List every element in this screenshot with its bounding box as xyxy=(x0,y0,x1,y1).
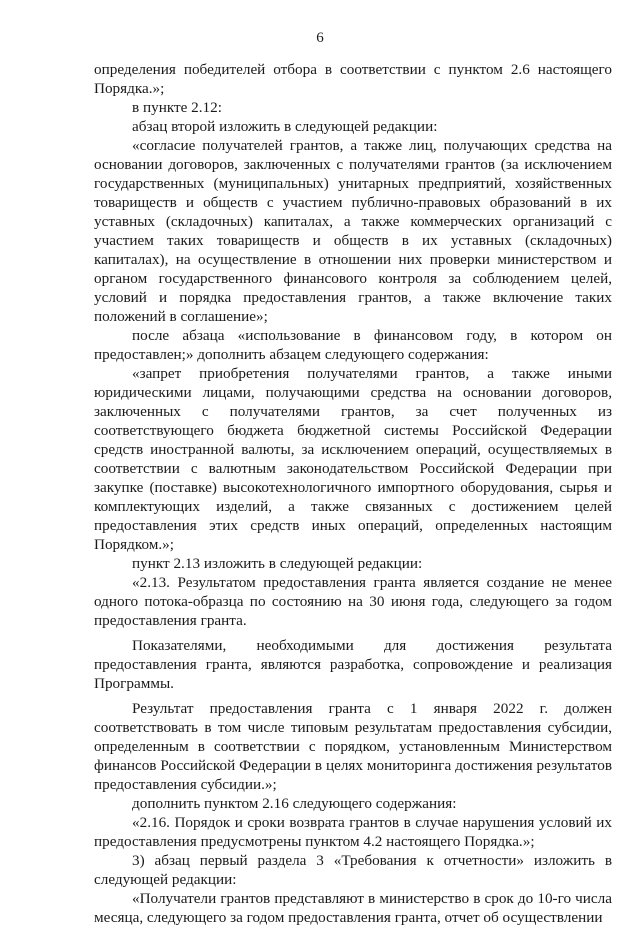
paragraph: определения победителей отбора в соответствии с пунктом 2.6 настоящего Порядка.»; xyxy=(94,61,612,97)
paragraph: Результат предоставления гранта с 1 января 2022 г. должен соответствовать в том числе типовым результатам предоставления субсидии, определенным в соответствии с порядком, установленным Министерством финансов Российской Федерации в целях мониторинга достижения результатов предоставления субсидии.»; xyxy=(94,700,612,793)
paragraph: пункт 2.13 изложить в следующей редакции: xyxy=(132,555,423,572)
paragraph: дополнить пунктом 2.16 следующего содержания: xyxy=(132,795,457,812)
paragraph: «согласие получателей грантов, а также лиц, получающих средства на основании договоров, заключенных с получателями грантов (за исключением государственных (муниципальных) унитарных предприятий, хозяйственных товариществ и обществ с участием публично-правовых образований в их уставных (складочных) капиталах, а также коммерческих организаций с участием таких товариществ и обществ в их уставных (складочных) капиталах), на осуществление в отношении них проверки министерством и органом государственного финансового контроля за соблюдением целей, условий и порядка предоставления грантов, а также включение таких положений в соглашение»; xyxy=(94,137,612,325)
paragraph: «2.13. Результатом предоставления гранта является создание не менее одного потока-образца по состоянию на 30 июня года, следующего за годом предоставления гранта. xyxy=(94,574,612,629)
paragraph: «2.16. Порядок и сроки возврата грантов в случае нарушения условий их предоставления предусмотрены пунктом 4.2 настоящего Порядка.»; xyxy=(94,814,612,850)
page-number: 6 xyxy=(316,30,324,46)
paragraph: абзац второй изложить в следующей редакции: xyxy=(132,118,438,135)
document-body xyxy=(94,60,612,927)
paragraph: «запрет приобретения получателями грантов, а также иными юридическими лицами, получающими средства на основании договоров, заключенных с получателями грантов, за счет полученных из соответствующего бюджета бюджетной системы Российской Федерации средств иностранной валюты, за исключением операций, осуществляемых в соответствии с валютным законодательством Российской Федерации при закупке (поставке) высокотехнологичного импортного оборудования, сырья и комплектующих изделий, а также связанных с достижением целей предоставления этих средств иных операций, определенных настоящим Порядком.»; xyxy=(94,365,612,553)
paragraph: «Получатели грантов представляют в министерство в срок до 10-го числа месяца, следующего за годом предоставления гранта, отчет об осуществлении xyxy=(94,890,612,926)
paragraph: Показателями, необходимыми для достижения результата предоставления гранта, являются разработка, сопровождение и реализация Программы. xyxy=(94,637,612,692)
paragraph: в пункте 2.12: xyxy=(132,99,222,116)
paragraph: 3) абзац первый раздела 3 «Требования к отчетности» изложить в следующей редакции: xyxy=(94,852,612,888)
paragraph: после абзаца «использование в финансовом году, в котором он предоставлен;» дополнить абзацем следующего содержания: xyxy=(94,327,612,363)
